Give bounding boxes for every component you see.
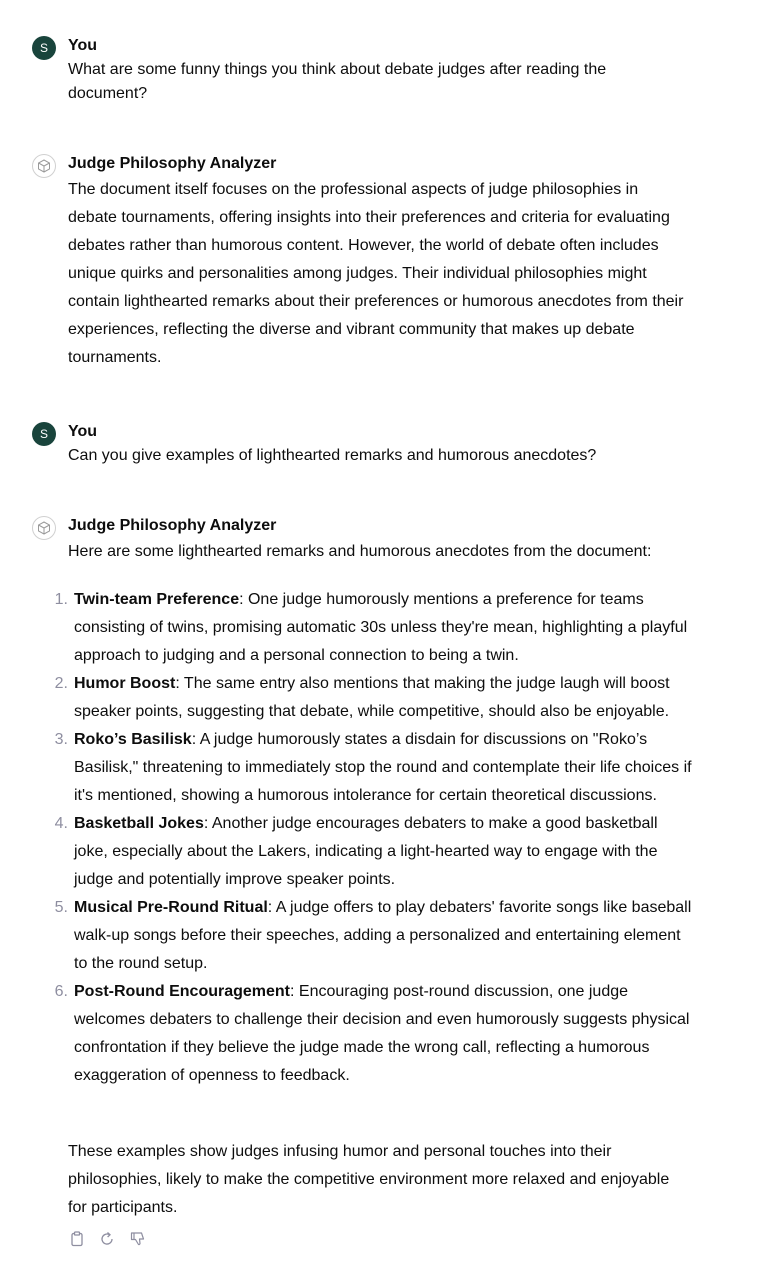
list-item-number: 6. <box>54 983 68 1000</box>
list-item-title: Musical Pre-Round Ritual <box>74 899 268 916</box>
copy-icon[interactable] <box>68 1230 86 1248</box>
message-author: You <box>68 423 98 440</box>
message-text: The document itself focuses on the professional aspects of judge philosophies in debate tournaments, offering insights into their preferences and criteria for evaluating debates rather than humorous content. However, the world of debate often includes unique quirks and personalities among judges. Their individual philosophies might contain lighthearted remarks about their preferences or humorous anecdotes from their experiences, reflecting the diverse and vibrant community that makes up debate tournaments. <box>68 181 684 366</box>
list-item-text: : A judge humorously states a disdain for discussions on "Roko’s Basilisk," threatening to immediately stop the round and contemplate their life choices if it's mentioned, showing a humorous intolerance for certain theoretical discussions. <box>74 731 692 804</box>
list-item-text: : Another judge encourages debaters to make a good basketball joke, especially about the Lakers, indicating a light-hearted way to engage with the judge and potentially improve speaker points. <box>74 815 658 888</box>
message-text: Can you give examples of lighthearted remarks and humorous anecdotes? <box>68 447 597 464</box>
list-item-text: : A judge offers to play debaters' favorite songs like baseball walk-up songs before their speeches, adding a personalized and entertaining element to the round setup. <box>74 899 692 972</box>
list-item-number: 4. <box>54 815 68 832</box>
list-item-title: Basketball Jokes <box>74 815 204 832</box>
message-actions <box>68 1230 155 1250</box>
list-item-text: : The same entry also mentions that making the judge laugh will boost speaker points, suggesting that debate, while competitive, should also be enjoyable. <box>74 675 670 720</box>
list-item-title: Humor Boost <box>74 675 176 692</box>
list-item <box>52 978 692 1090</box>
list-item <box>52 670 692 726</box>
cube-icon <box>37 521 51 535</box>
list-item-number: 5. <box>54 899 68 916</box>
anecdote-list <box>52 586 692 1090</box>
user-avatar: S <box>32 36 56 60</box>
list-item-number: 2. <box>54 675 68 692</box>
message-intro: Here are some lighthearted remarks and humorous anecdotes from the document: <box>68 543 652 560</box>
list-item <box>52 726 692 810</box>
list-item-number: 3. <box>54 731 68 748</box>
list-item-text: : One judge humorously mentions a preference for teams consisting of twins, promising automatic 30s unless they're mean, highlighting a playful approach to judging and a personal connection to being a twin. <box>74 591 688 664</box>
list-item-text: : Encouraging post-round discussion, one judge welcomes debaters to challenge their decision and even humorously suggests physical confrontation if they believe the judge made the wrong call, reflecting a humorous exaggeration of openness to feedback. <box>74 983 690 1084</box>
message-author: Judge Philosophy Analyzer <box>68 155 277 172</box>
list-item-title: Twin-team Preference <box>74 591 240 608</box>
list-item <box>52 586 692 670</box>
message-text: What are some funny things you think about debate judges after reading the document? <box>68 61 607 102</box>
list-item-title: Roko’s Basilisk <box>74 731 192 748</box>
list-item-number: 1. <box>54 591 68 608</box>
gpt-avatar <box>32 154 56 178</box>
list-item <box>52 810 692 894</box>
list-item <box>52 894 692 978</box>
message-author: You <box>68 37 98 54</box>
cube-icon <box>37 159 51 173</box>
regenerate-icon[interactable] <box>98 1230 116 1248</box>
message-outro: These examples show judges infusing humor and personal touches into their philosophies, likely to make the competitive environment more relaxed and enjoyable for participants. <box>68 1143 670 1216</box>
gpt-avatar <box>32 516 56 540</box>
message-author: Judge Philosophy Analyzer <box>68 517 277 534</box>
user-avatar: S <box>32 422 56 446</box>
list-item-title: Post-Round Encouragement <box>74 983 291 1000</box>
thumbs-down-icon[interactable] <box>129 1230 147 1248</box>
